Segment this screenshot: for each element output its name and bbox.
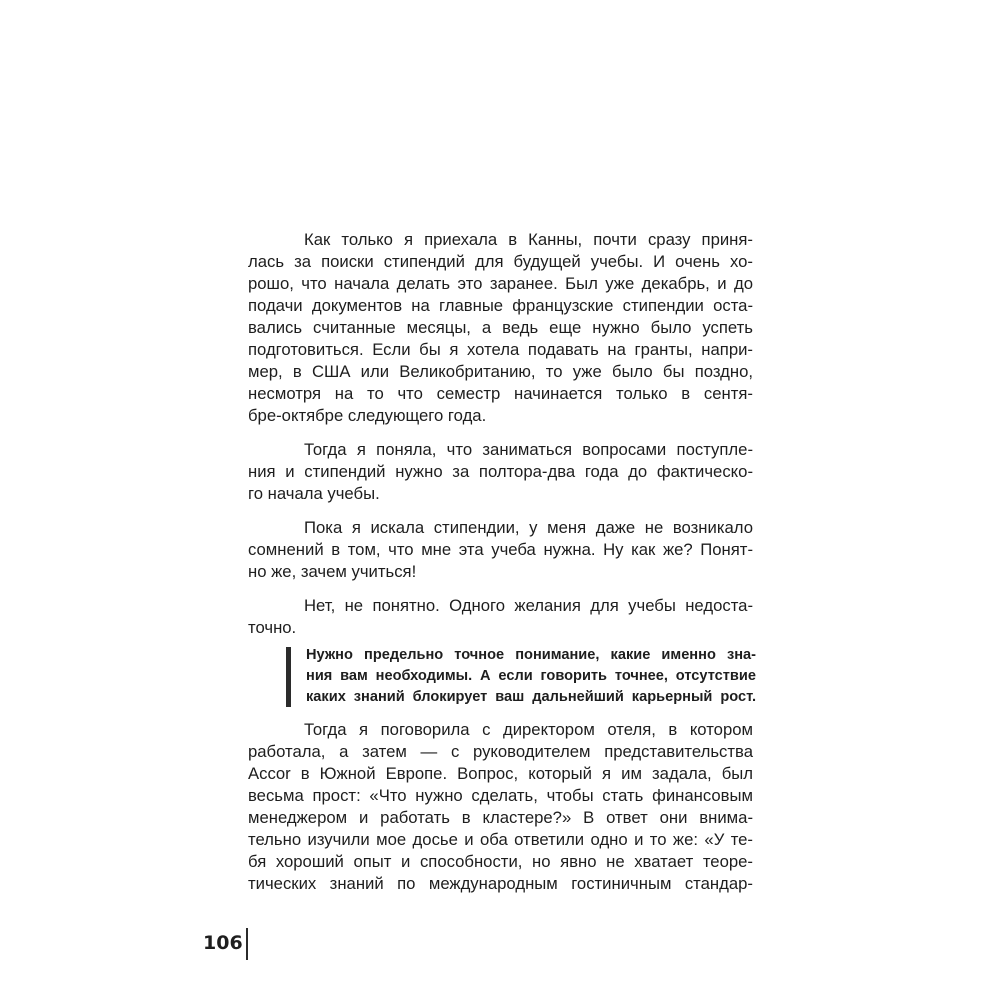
text-line: весьма прост: «Что нужно сделать, чтобы стать финансовым xyxy=(248,786,753,805)
text-line: вались считанные месяцы, а ведь еще нужно было успеть xyxy=(248,318,753,337)
pull-quote-line: ния вам необходимы. А если говорить точнее, отсутствие xyxy=(306,668,756,684)
pull-quote-line: Нужно предельно точное понимание, какие именно зна- xyxy=(306,647,756,663)
pull-quote-line: каких знаний блокирует ваш дальнейший карьерный рост. xyxy=(306,689,756,705)
paragraph xyxy=(248,719,753,895)
text-line: Тогда я поговорила с директором отеля, в котором xyxy=(304,720,753,739)
text-line: тельно изучили мое досье и оба ответили одно и то же: «У те- xyxy=(248,830,753,849)
text-line: подачи документов на главные французские стипендии оста- xyxy=(248,296,753,315)
text-line: лась за поиски стипендий для будущей учебы. И очень хо- xyxy=(248,252,753,271)
text-line: работала, а затем — с руководителем представительства xyxy=(248,742,753,761)
text-line: бре-октябре следующего года. xyxy=(248,406,487,425)
pull-quote xyxy=(286,645,756,707)
body-text-bottom xyxy=(248,719,753,907)
text-line: менеджером и работать в кластере?» В ответ они внима- xyxy=(248,808,753,827)
paragraph xyxy=(248,595,753,639)
text-line: ния и стипендий нужно за полтора-два года до фактическо- xyxy=(248,462,753,481)
paragraph xyxy=(248,517,753,583)
text-line: бя хороший опыт и способности, но явно не хватает теоре- xyxy=(248,852,753,871)
text-line: подготовиться. Если бы я хотела подавать на гранты, напри- xyxy=(248,340,753,359)
text-line: Accor в Южной Европе. Вопрос, который я им задала, был xyxy=(248,764,753,783)
page-number: 106 xyxy=(203,932,243,954)
page-number-divider xyxy=(246,928,248,960)
text-line: тических знаний по международным гостиничным стандар- xyxy=(248,874,753,893)
body-text-top xyxy=(248,229,753,651)
text-line: Нет, не понятно. Одного желания для учебы недоста- xyxy=(304,596,753,615)
pull-quote-text xyxy=(306,645,756,708)
text-line: мер, в США или Великобританию, то уже было бы поздно, xyxy=(248,362,753,381)
text-line: го начала учебы. xyxy=(248,484,380,503)
text-line: сомнений в том, что мне эта учеба нужна. Ну как же? Понят- xyxy=(248,540,753,559)
paragraph xyxy=(248,229,753,427)
text-line: но же, зачем учиться! xyxy=(248,562,417,581)
text-line: Пока я искала стипендии, у меня даже не возникало xyxy=(304,518,753,537)
text-line: несмотря на то что семестр начинается только в сентя- xyxy=(248,384,753,403)
text-line: Как только я приехала в Канны, почти сразу приня- xyxy=(304,230,753,249)
pull-quote-bar xyxy=(286,647,291,707)
text-line: точно. xyxy=(248,618,297,637)
text-line: Тогда я поняла, что заниматься вопросами поступле- xyxy=(304,440,753,459)
text-line: рошо, что начала делать это заранее. Был уже декабрь, и до xyxy=(248,274,753,293)
paragraph xyxy=(248,439,753,505)
